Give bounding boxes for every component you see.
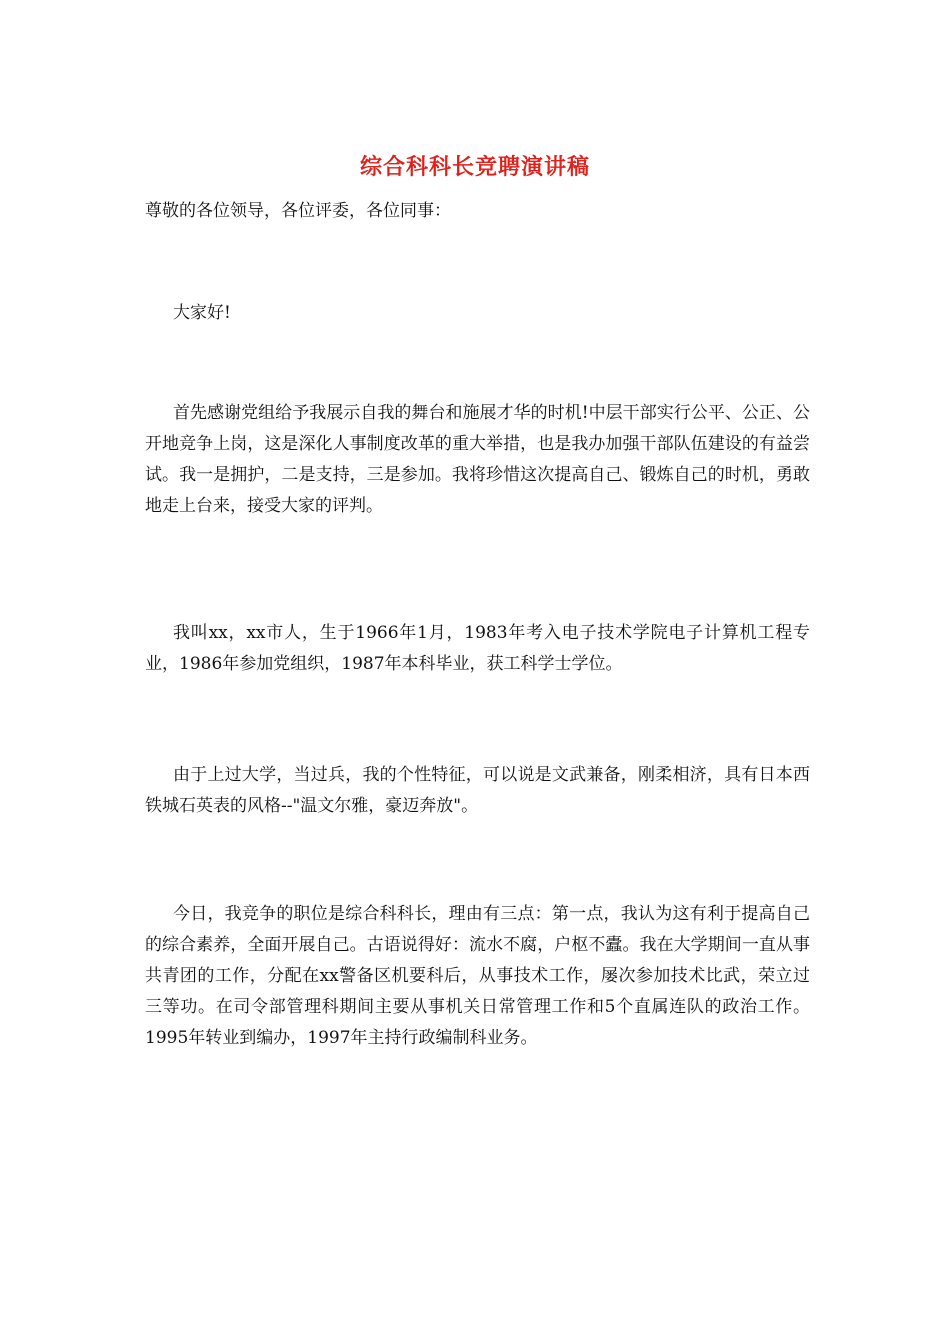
paragraph-thanks: 首先感谢党组给予我展示自我的舞台和施展才华的时机!中层干部实行公平、公正、公开地竞争上岗，这是深化人事制度改革的重大举措，也是我办加强干部队伍建设的有益尝试。我一是拥护，二是支持，三是参加。我将珍惜这次提高自己、锻炼自己的时机，勇敢地走上台来，接受大家的评判。	[145, 403, 810, 516]
salutation: 尊敬的各位领导，各位评委，各位同事：	[145, 201, 451, 221]
paragraph-greeting: 大家好!	[173, 303, 231, 323]
document-title: 综合科科长竞聘演讲稿	[359, 154, 590, 180]
paragraph-reasons: 今日，我竞争的职位是综合科科长，理由有三点：第一点，我认为这有利于提高自己的综合素养，全面开展自己。古语说得好：流水不腐，户枢不蠹。我在大学期间一直从事共青团的工作，分配在xx警备区机要科后，从事技术工作，屡次参加技术比武，荣立过三等功。在司令部管理科期间主要从事机关日常管理工作和5个直属连队的政治工作。1995年转业到编办，1997年主持行政编制科业务。	[145, 904, 810, 1048]
paragraph-character: 由于上过大学，当过兵，我的个性特征，可以说是文武兼备，刚柔相济，具有日本西铁城石英表的风格--"温文尔雅，豪迈奔放"。	[145, 765, 810, 816]
paragraph-background: 我叫xx，xx市人，生于1966年1月，1983年考入电子技术学院电子计算机工程专业，1986年参加党组织，1987年本科毕业，获工科学士学位。	[145, 623, 810, 674]
